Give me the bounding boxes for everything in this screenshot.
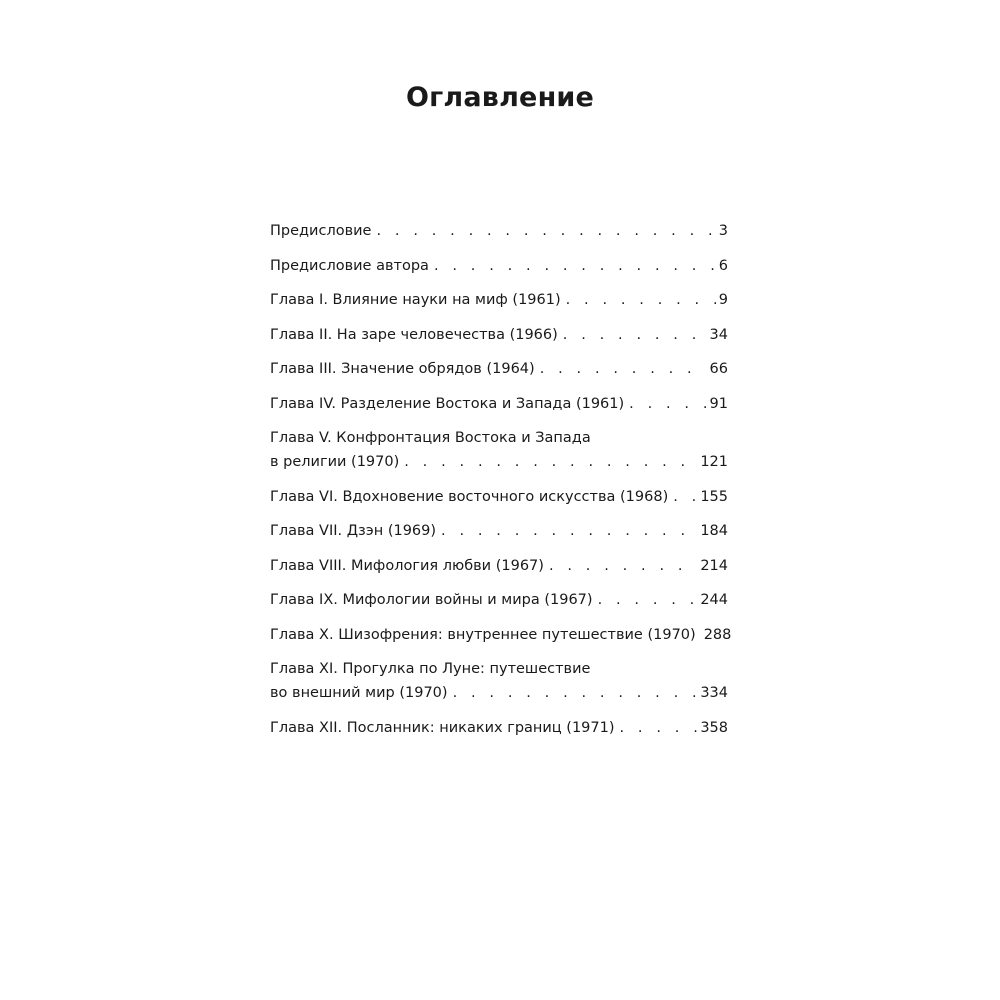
dot-leader: [629, 392, 706, 416]
dot-leader: [620, 716, 698, 740]
toc-line: [270, 519, 728, 543]
toc-entry-chapter-6[interactable]: [270, 485, 728, 509]
toc-line: [270, 219, 728, 243]
toc-entry-title-continued: во внешний мир (1970): [270, 685, 448, 701]
toc-entry-title: Глава I. Влияние науки на миф (1961): [270, 292, 561, 308]
toc-entry-chapter-8[interactable]: [270, 554, 728, 578]
toc-line: [270, 357, 728, 381]
toc-line: [270, 623, 732, 647]
toc-line: [270, 450, 728, 474]
toc-page-number: 91: [709, 395, 728, 412]
toc-line: [270, 323, 728, 347]
toc-entry-chapter-10[interactable]: [270, 623, 732, 647]
page-title: Оглавление: [405, 82, 595, 113]
toc-entry-preface[interactable]: [270, 219, 728, 243]
toc-page-number: 334: [700, 685, 728, 701]
toc-line: [270, 254, 728, 278]
toc-entry-title: Глава II. На заре человечества (1966): [270, 326, 558, 343]
toc-entry-chapter-9[interactable]: [270, 588, 728, 612]
toc-entry-title-continued: в религии (1970): [270, 454, 400, 470]
toc-entry-chapter-1[interactable]: [270, 288, 728, 312]
toc-entry-title: Глава VI. Вдохновение восточного искусства (1968): [270, 488, 669, 505]
toc-page-number: 184: [700, 523, 728, 539]
toc-entry-chapter-4[interactable]: [270, 392, 728, 416]
dot-leader: [549, 554, 697, 578]
toc-entry-author-preface[interactable]: [270, 254, 728, 278]
toc-entry-chapter-5[interactable]: [270, 426, 728, 474]
toc-entry-title: Глава XI. Прогулка по Луне: путешествие: [270, 661, 591, 677]
dot-leader: [404, 450, 697, 474]
dot-leader: [566, 288, 716, 312]
toc-line: [270, 392, 728, 416]
toc-entry-title: Предисловие автора: [270, 257, 429, 274]
toc-page-number: 66: [709, 361, 728, 377]
toc-page-number: 34: [709, 326, 728, 343]
toc-entry-chapter-3[interactable]: [270, 357, 728, 381]
toc-entry-title: Глава III. Значение обрядов (1964): [270, 361, 535, 377]
toc-line: [270, 288, 728, 312]
toc-line: [270, 716, 728, 740]
dot-leader: [434, 254, 716, 278]
toc-line: [270, 588, 728, 612]
toc-entry-title: Глава IV. Разделение Востока и Запада (1961): [270, 395, 625, 412]
toc-line: [270, 485, 728, 509]
toc-page-number: 3: [718, 223, 728, 239]
toc-page-number: 6: [718, 257, 728, 274]
toc-entry-title: Предисловие: [270, 223, 372, 239]
toc-entry-title: Глава V. Конфронтация Востока и Запада: [270, 430, 591, 446]
toc-entry-title: Глава VII. Дзэн (1969): [270, 523, 437, 539]
toc-page-number: 288: [703, 626, 732, 643]
dot-leader: [376, 219, 715, 243]
dot-leader: [598, 588, 698, 612]
toc-page-number: 244: [700, 592, 728, 608]
dot-leader: [540, 357, 707, 381]
table-of-contents: [270, 219, 732, 750]
toc-line: [270, 681, 728, 705]
toc-entry-title: Глава VIII. Мифология любви (1967): [270, 557, 544, 574]
toc-page-number: 358: [700, 719, 728, 736]
toc-line: [270, 554, 728, 578]
toc-entry-title: Глава XII. Посланник: никаких границ (1971): [270, 719, 615, 736]
toc-entry-chapter-7[interactable]: [270, 519, 728, 543]
toc-page-number: 155: [700, 488, 728, 505]
toc-page-number: 121: [700, 454, 728, 470]
toc-entry-title: Глава X. Шизофрения: внутреннее путешествие (1970): [270, 626, 696, 643]
dot-leader: [441, 519, 697, 543]
toc-entry-chapter-11[interactable]: [270, 657, 728, 705]
dot-leader: [673, 485, 697, 509]
toc-entry-chapter-12[interactable]: [270, 716, 728, 740]
dot-leader: [563, 323, 707, 347]
toc-page-number: 214: [700, 557, 728, 574]
toc-entry-chapter-2[interactable]: [270, 323, 728, 347]
toc-page-number: 9: [718, 292, 728, 308]
dot-leader: [453, 681, 698, 705]
toc-entry-title: Глава IX. Мифологии войны и мира (1967): [270, 592, 593, 608]
